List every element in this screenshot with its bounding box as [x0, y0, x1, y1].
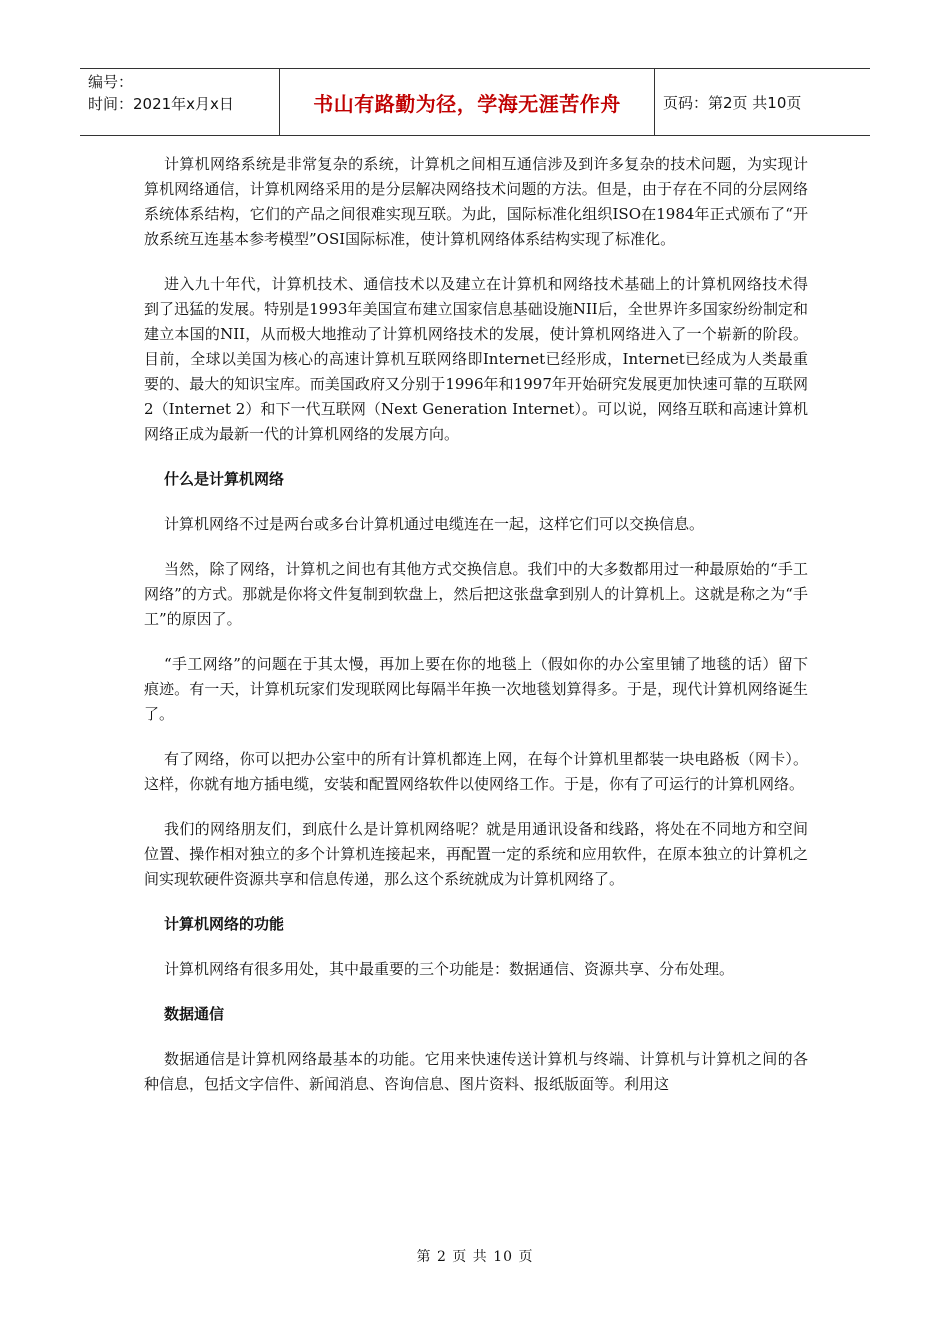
paragraph: 进入九十年代，计算机技术、通信技术以及建立在计算机和网络技术基础上的计算机网络技术得到了迅猛的发展。特别是1993年美国宣布建立国家信息基础设施NII后，全世界许多国家纷纷制定和建立本国的NII，从而极大地推动了计算机网络技术的发展，使计算机网络进入了一个崭新的阶段。目前，全球以美国为核心的高速计算机互联网络即Internet已经形成，Internet已经成为人类最重要的、最大的知识宝库。而美国政府又分别于1996年和1997年开始研究发展更加快速可靠的互联网2（Internet 2）和下一代互联网（Next Generation Internet）。可以说，网络互联和高速计算机网络正成为最新一代的计算机网络的发展方向。	[144, 275, 808, 443]
page-footer: 第 2 页 共 10 页	[416, 1249, 534, 1265]
page-header	[80, 68, 870, 136]
paragraph: 计算机网络不过是两台或多台计算机通过电缆连在一起，这样它们可以交换信息。	[164, 515, 705, 533]
paragraph: 计算机网络系统是非常复杂的系统，计算机之间相互通信涉及到许多复杂的技术问题，为实现计算机网络通信，计算机网络采用的是分层解决网络技术问题的方法。但是，由于存在不同的分层网络系统体系结构，它们的产品之间很难实现互联。为此，国际标准化组织ISO在1984年正式颁布了“开放系统互连基本参考模型”OSI国际标准，使计算机网络体系结构实现了标准化。	[144, 155, 808, 248]
serial-number-label: 编号：	[88, 73, 134, 91]
section-heading: 什么是计算机网络	[164, 470, 285, 488]
paragraph: “手工网络”的问题在于其太慢，再加上要在你的地毯上（假如你的办公室里铺了地毯的话）留下痕迹。有一天，计算机玩家们发现联网比每隔半年换一次地毯划算得多。于是，现代计算机网络诞生了。	[144, 655, 808, 723]
header-page-info: 页码：第2页 共10页	[663, 93, 802, 112]
paragraph: 计算机网络有很多用处，其中最重要的三个功能是：数据通信、资源共享、分布处理。	[164, 960, 735, 978]
section-heading: 数据通信	[164, 1005, 225, 1023]
paragraph: 数据通信是计算机网络最基本的功能。它用来快速传送计算机与终端、计算机与计算机之间的各种信息，包括文字信件、新闻消息、咨询信息、图片资料、报纸版面等。利用这	[144, 1050, 808, 1093]
header-meta	[80, 69, 280, 135]
time-label: 时间：2021年x月x日	[88, 95, 234, 113]
header-motto: 书山有路勤为径，学海无涯苦作舟	[280, 69, 655, 135]
paragraph: 有了网络，你可以把办公室中的所有计算机都连上网，在每个计算机里都装一块电路板（网卡）。这样，你就有地方插电缆，安装和配置网络软件以使网络工作。于是，你有了可运行的计算机网络。	[144, 750, 808, 793]
paragraph: 当然，除了网络，计算机之间也有其他方式交换信息。我们中的大多数都用过一种最原始的“手工网络”的方式。那就是你将文件复制到软盘上，然后把这张盘拿到别人的计算机上。这就是称之为“手工”的原因了。	[144, 560, 808, 628]
section-heading: 计算机网络的功能	[164, 915, 285, 933]
paragraph: 我们的网络朋友们，到底什么是计算机网络呢？就是用通讯设备和线路，将处在不同地方和空间位置、操作相对独立的多个计算机连接起来，再配置一定的系统和应用软件，在原本独立的计算机之间实现软硬件资源共享和信息传递，那么这个系统就成为计算机网络了。	[144, 820, 808, 888]
document-body	[144, 152, 808, 1117]
